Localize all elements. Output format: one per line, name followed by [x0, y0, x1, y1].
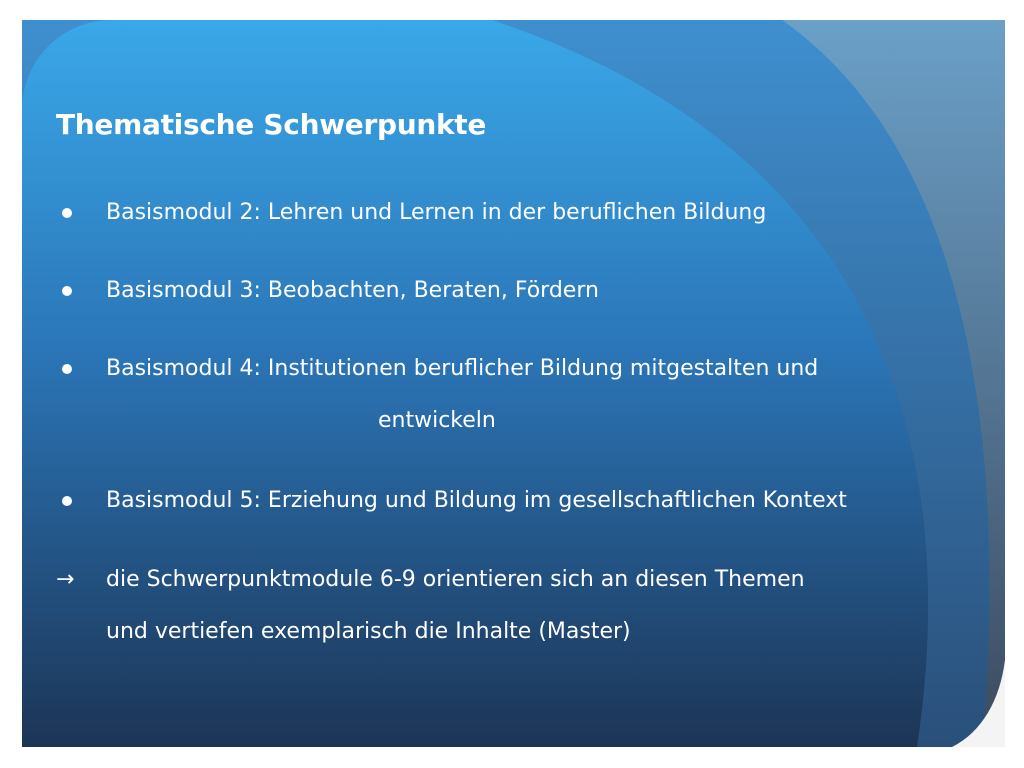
bullet-icon — [62, 364, 72, 374]
list-item-continuation: und vertiefen exemplarisch die Inhalte (Master) — [106, 619, 631, 644]
list-item-continuation: entwickeln — [378, 408, 496, 433]
list-item-text: Basismodul 5: Erziehung und Bildung im gesellschaftlichen Kontext — [106, 488, 847, 513]
list-item-text: die Schwerpunktmodule 6-9 orientieren sich an diesen Themen — [106, 567, 805, 592]
bullet-icon — [62, 208, 72, 218]
list-item-text: Basismodul 4: Institutionen beruflicher Bildung mitgestalten und — [106, 356, 819, 381]
slide-title: Thematische Schwerpunkte — [56, 108, 487, 141]
list-item-text: Basismodul 2: Lehren und Lernen in der beruflichen Bildung — [106, 200, 767, 225]
list-item-text: Basismodul 3: Beobachten, Beraten, Fördern — [106, 278, 599, 303]
bullet-icon — [62, 496, 72, 506]
arrow-right-icon: → — [56, 567, 75, 592]
bullet-icon — [62, 286, 72, 296]
slide — [22, 20, 1005, 747]
